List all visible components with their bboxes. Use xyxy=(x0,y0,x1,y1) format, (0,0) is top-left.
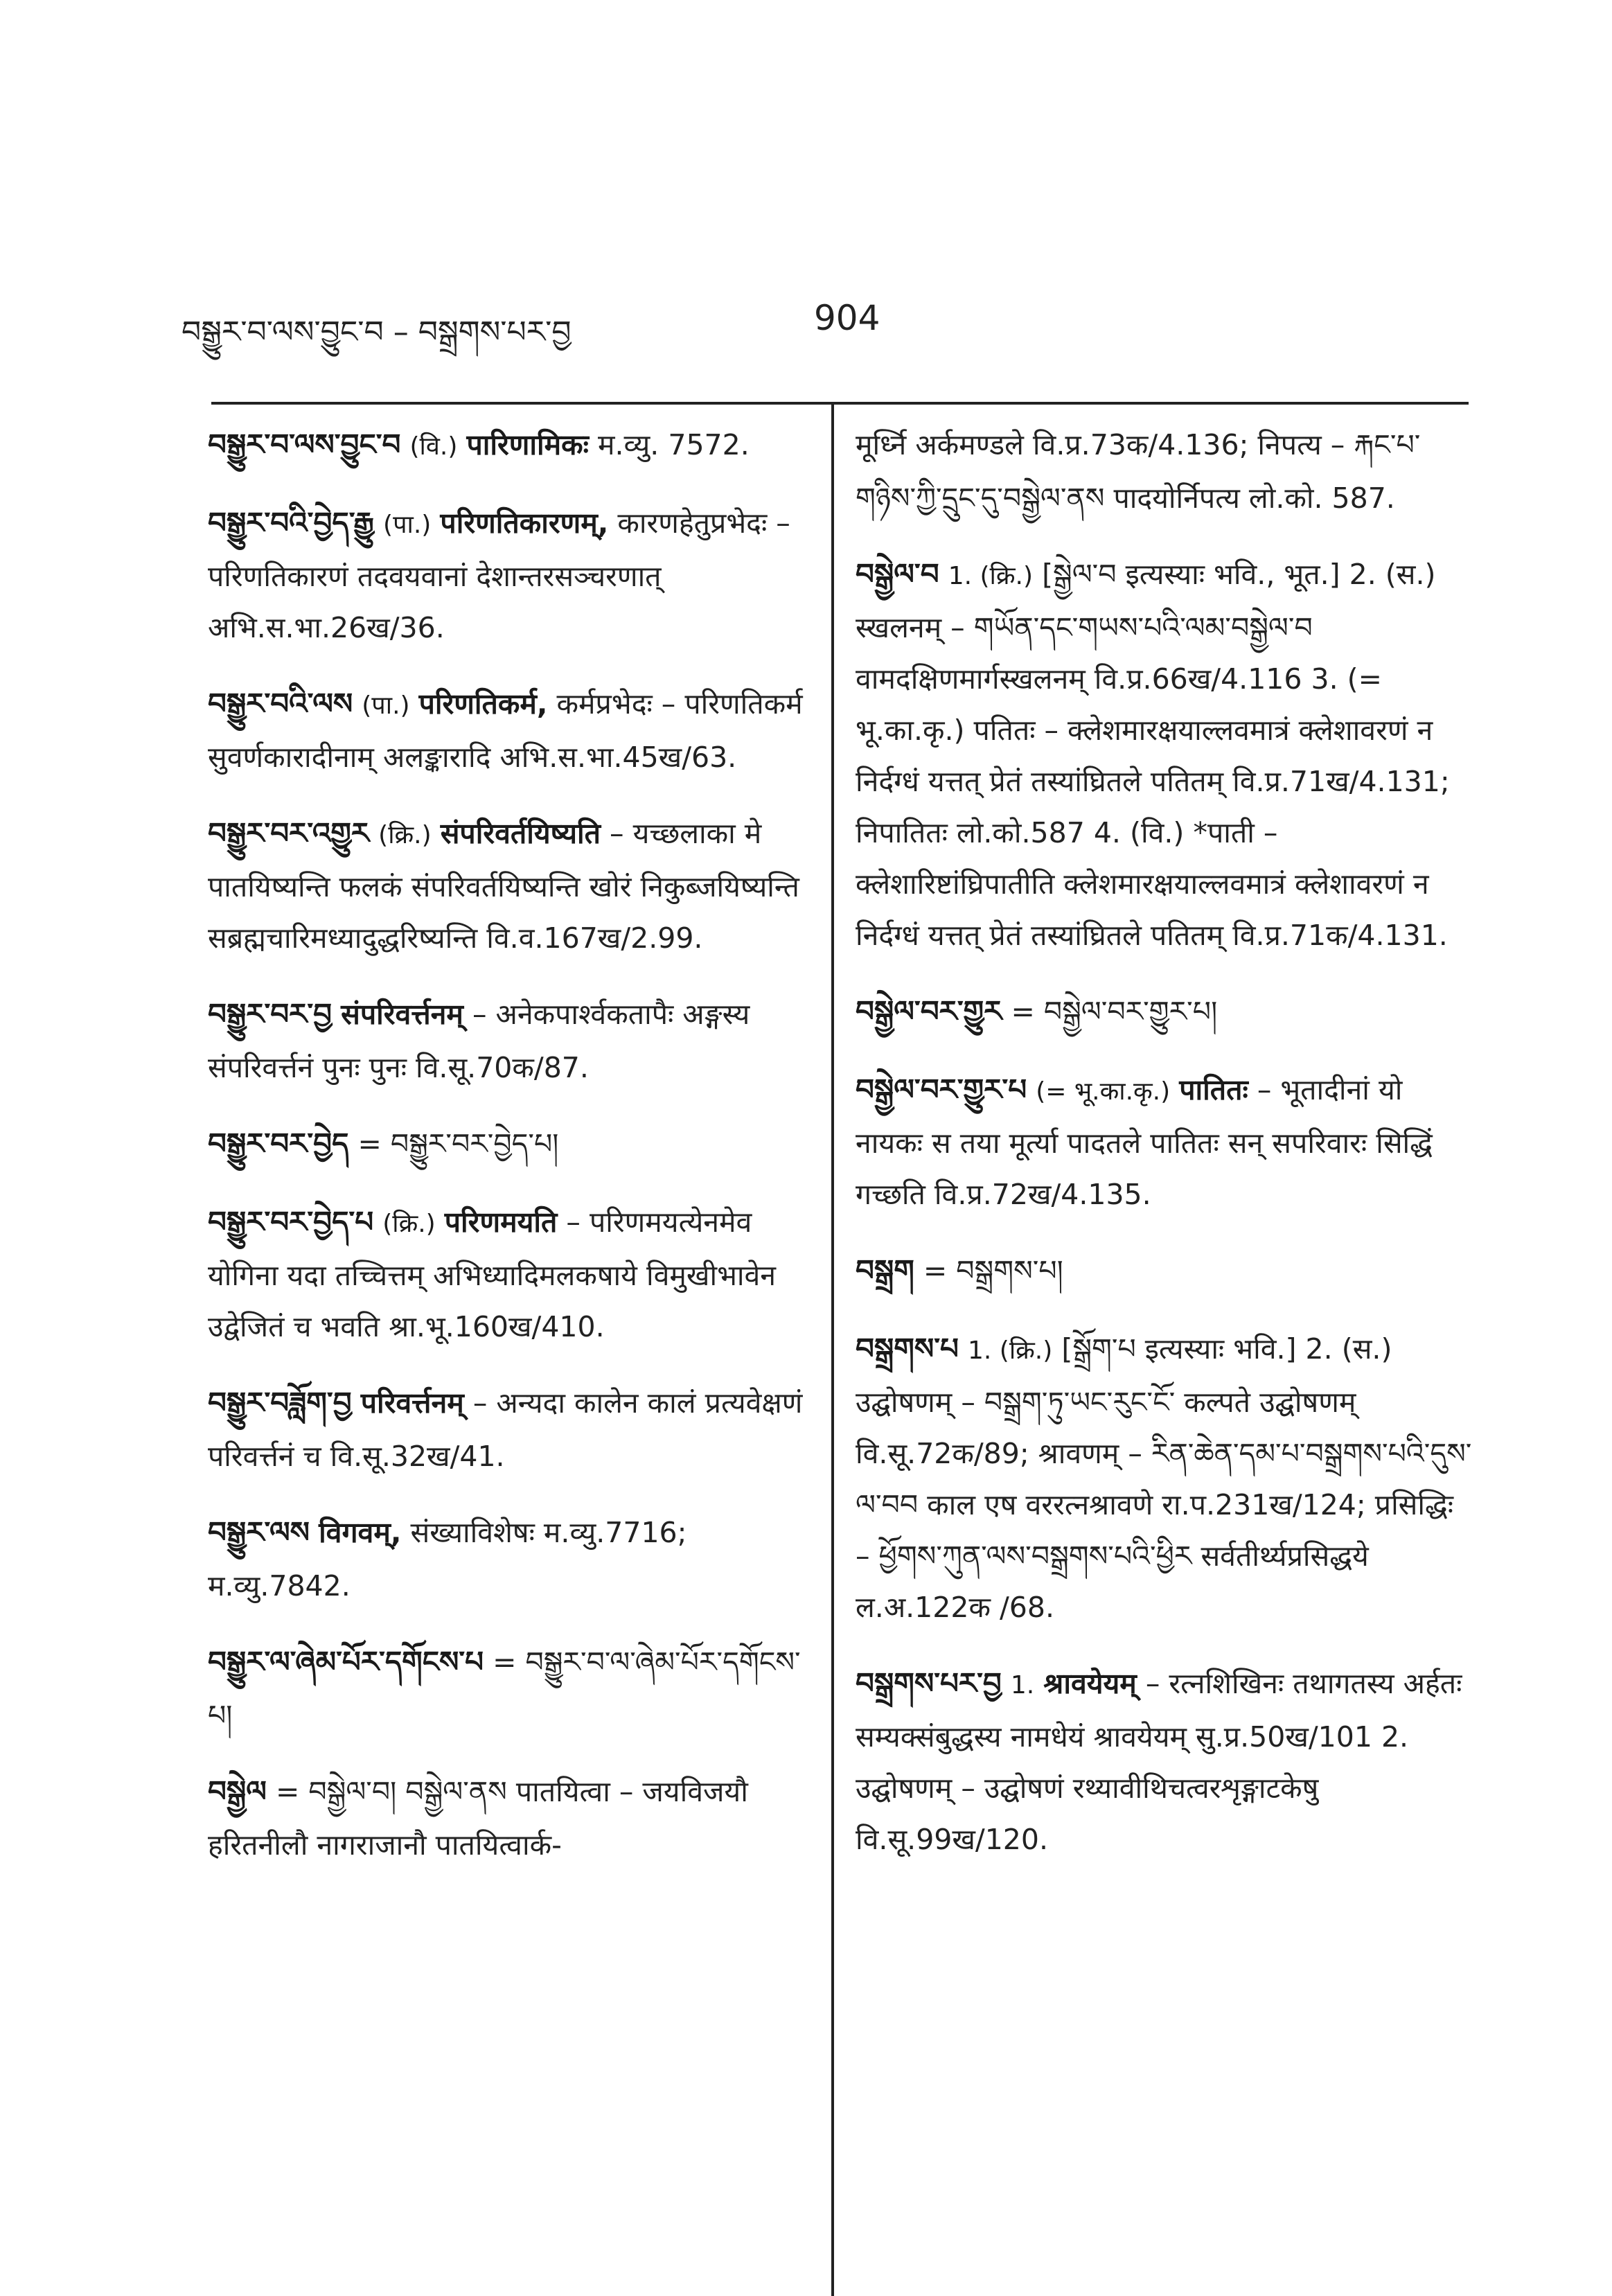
grammar-tag: 1. (क्रि.) xyxy=(948,562,1034,590)
grammar-tag: (पा.) xyxy=(383,511,432,539)
dictionary-entry xyxy=(208,989,811,1093)
entry-text: – भूतादीनां यो नायकः स तया मूर्त्या पादतले पातितः सन् सपरिवारः सिद्धिं गच्छति वि.प्र.72ख/4.135. xyxy=(856,1073,1433,1211)
grammar-tag: 1. (क्रि.) xyxy=(967,1336,1053,1365)
dictionary-entry xyxy=(856,986,1472,1039)
entry-text: कारणहेतुप्रभेदः – परिणतिकारणं तदवयवानां देशान्तरसञ्चरणात् अभि.स.भा.26ख/36. xyxy=(208,506,790,644)
entry-text: – रत्नशिखिनः तथागतस्य अर्हतः सम्यक्संबुद्धस्य नामधेयं श्रावयेयम् सु.प्र.50ख/101 2. उद्घोषणम् – उद्घोषणं रथ्यावीथिचत्वरशृङ्गाटकेषु वि.सू.99ख/120. xyxy=(856,1667,1462,1856)
grammar-tag: 1. xyxy=(1010,1671,1035,1699)
headword: བསྒྱུར་བར་བྱ xyxy=(208,997,333,1031)
entry-text: म.व्यु. 7572. xyxy=(597,428,750,461)
headword: བསྒྲགས་པ xyxy=(856,1332,959,1366)
column-separator xyxy=(831,405,834,2296)
dictionary-entry xyxy=(208,1118,811,1172)
grammar-tag: (क्रि.) xyxy=(382,1210,436,1238)
dictionary-entry xyxy=(856,549,1472,961)
dictionary-entry xyxy=(208,1196,811,1352)
dictionary-entry xyxy=(856,1658,1472,1865)
headword: བསྒྱུར་བཟློག་བྱ xyxy=(208,1386,352,1420)
dictionary-entry xyxy=(208,1377,811,1482)
entry-text: – परिणमयत्येनमेव योगिना यदा तच्चित्तम् अभिध्यादिमलकषाये विमुखीभावेन उद्वेजितं च भवति श्रा.भू.160ख/410. xyxy=(208,1206,777,1343)
grammar-tag: (क्रि.) xyxy=(378,821,432,849)
headword: བསྒྱེལ་བར་གྱུར xyxy=(856,994,1002,1028)
headword: བསྒྱུར་བའི་ལས xyxy=(208,687,353,721)
sanskrit-term: श्रावयेयम् xyxy=(1043,1667,1137,1700)
sanskrit-term: परिणतिकारणम्, xyxy=(440,506,609,540)
dictionary-entry xyxy=(856,1064,1472,1220)
headword: བསྒྱེལ་བར་གྱུར་པ xyxy=(856,1072,1027,1106)
entry-text: = བསྒྱུར་བ་ལ་ཞེམ་པོར་དགོངས་པ། xyxy=(208,1645,801,1732)
entry-text: = བསྒྱེལ་བར་གྱུར་པ། xyxy=(1011,995,1218,1028)
dictionary-entry xyxy=(208,1636,811,1741)
entry-text: मूर्ध्नि अर्कमण्डले वि.प्र.73क/4.136; निपत्य – རྐང་པ་གཉིས་ཀྱི་དྲུང་དུ་བསྒྱེལ་ནས पादयोर्निपत्य लो.को. 587. xyxy=(856,428,1421,515)
headword: བསྒྱུར་བར་བྱེད xyxy=(208,1127,349,1160)
sanskrit-term: परिणतिकर्म, xyxy=(418,687,548,721)
sanskrit-term: परिणमयति xyxy=(444,1206,558,1239)
page-number: 904 xyxy=(814,298,880,338)
sanskrit-term: विगवम्, xyxy=(319,1516,402,1549)
entry-text: – यच्छलाका मे पातयिष्यन्ति फलकं संपरिवर्तयिष्यन्ति खोरं निकुब्जयिष्यन्ति सब्रह्मचारिमध्यादुद्धरिष्यन्ति वि.व.167ख/2.99. xyxy=(208,817,799,955)
entry-text: = བསྒྱུར་བར་བྱེད་པ། xyxy=(357,1127,559,1160)
headword: བསྒྱུར་བའི་བྱེད་རྒྱུ xyxy=(208,506,374,540)
headword: བསྒྲག xyxy=(856,1253,914,1287)
dictionary-entry xyxy=(208,1507,811,1611)
headword: བསྒྱུར་ལས xyxy=(208,1515,310,1549)
headword: བསྒྱུར་བར་འགྱུར xyxy=(208,816,370,850)
headword: བསྒྱུར་ལ་ཞེམ་པོར་དགོངས་པ xyxy=(208,1645,484,1679)
sanskrit-term: परिवर्त्तनम् xyxy=(360,1386,464,1420)
sanskrit-term: संपरिवर्तयिष्यति xyxy=(440,817,601,850)
dictionary-entry xyxy=(856,419,1472,524)
sanskrit-term: संपरिवर्त्तनम् xyxy=(341,998,463,1031)
dictionary-entry xyxy=(208,1766,811,1871)
headword: བསྒྱེལ xyxy=(208,1774,267,1808)
headword: བསྒྲགས་པར་བྱ xyxy=(856,1666,1002,1700)
headword: བསྒྱེལ་བ xyxy=(856,557,939,591)
grammar-tag: (= भू.का.कृ.) xyxy=(1036,1077,1171,1106)
entry-text: कर्मप्रभेदः – परिणतिकर्म सुवर्णकारादीनाम् अलङ्कारादि अभि.स.भा.45ख/63. xyxy=(208,687,803,774)
left-column xyxy=(208,419,811,1896)
sanskrit-term: पातितः xyxy=(1179,1073,1248,1106)
headword: བསྒྱུར་བ་ལས་བྱུང་བ xyxy=(208,427,401,461)
dictionary-entry xyxy=(208,497,811,653)
entry-text: = བསྒྱེལ་བ། བསྒྱེལ་ནས पातयित्वा – जयविजयौ हरितनीलौ नागराजानौ पातयित्वार्क- xyxy=(208,1775,748,1862)
running-head: བསྒྱུར་བ་ལས་བྱུང་བ – བསྒྲགས་པར་བྱ xyxy=(181,315,572,350)
grammar-tag: (वि.) xyxy=(409,432,458,461)
grammar-tag: (पा.) xyxy=(362,691,410,720)
dictionary-entry xyxy=(856,1323,1472,1633)
right-column xyxy=(856,419,1472,1890)
entry-text: = བསྒྲགས་པ། xyxy=(923,1254,1063,1287)
entry-text: – अनेकपार्श्वकतापैः अङ्गस्य संपरिवर्त्तनं पुनः पुनः वि.सू.70क/87. xyxy=(208,998,750,1084)
sanskrit-term: पारिणामिकः xyxy=(466,428,589,461)
dictionary-entry xyxy=(856,1245,1472,1298)
dictionary-entry xyxy=(208,419,811,473)
headword: བསྒྱུར་བར་བྱེད་པ xyxy=(208,1205,374,1239)
header-rule xyxy=(211,402,1469,405)
entry-text: [སྒྲོག་པ इत्यस्याः भवि.] 2. (स.) उद्घोषणम् – བསྒྲག་ཏུ་ཡང་རུང་ངོ་ कल्पते उद्घोषणम् वि.सू.72क/89; श्रावणम् – རིན་ཆེན་དམ་པ་བསྒྲགས་པའི་དུས་ལ་བབ काल एष वररत्नश्रावणे रा.प.231ख/124; प्रसिद्धिः – ཕྱོགས་ཀུན་ལས་བསྒྲགས་པའི་ཕྱིར सर्वतीर्थ्यप्रसिद्धये ल.अ.122क /68. xyxy=(856,1332,1472,1624)
entry-text: – अन्यदा कालेन कालं प्रत्यवेक्षणं परिवर्त्तनं च वि.सू.32ख/41. xyxy=(208,1386,803,1473)
dictionary-entry xyxy=(208,808,811,964)
dictionary-entry xyxy=(208,678,811,783)
entry-text: [སྒྱེལ་བ इत्यस्याः भवि., भूत.] 2. (स.) स्खलनम् – གཡོན་དང་གཡས་པའི་ལམ་བསྒྱེལ་བ वामदक्षिणमार्गस्खलनम् वि.प्र.66ख/4.116 3. (= भू.का.कृ.) पतितः – क्लेशमारक्षयाल्लवमात्रं क्लेशावरणं न निर्दग्धं यत्तत् प्रेतं तस्यांघ्रितले पतितम् वि.प्र.71ख/4.131; निपातितः लो.को.587 4. (वि.) *पाती – क्लेशारिष्टांघ्रिपातीति क्लेशमारक्षयाल्लवमात्रं क्लेशावरणं न निर्दग्धं यत्तत् प्रेतं तस्यांघ्रितले पतितम् वि.प्र.71क/4.131. xyxy=(856,558,1450,952)
entry-text: संख्याविशेषः म.व्यु.7716; म.व्यु.7842. xyxy=(208,1516,687,1602)
